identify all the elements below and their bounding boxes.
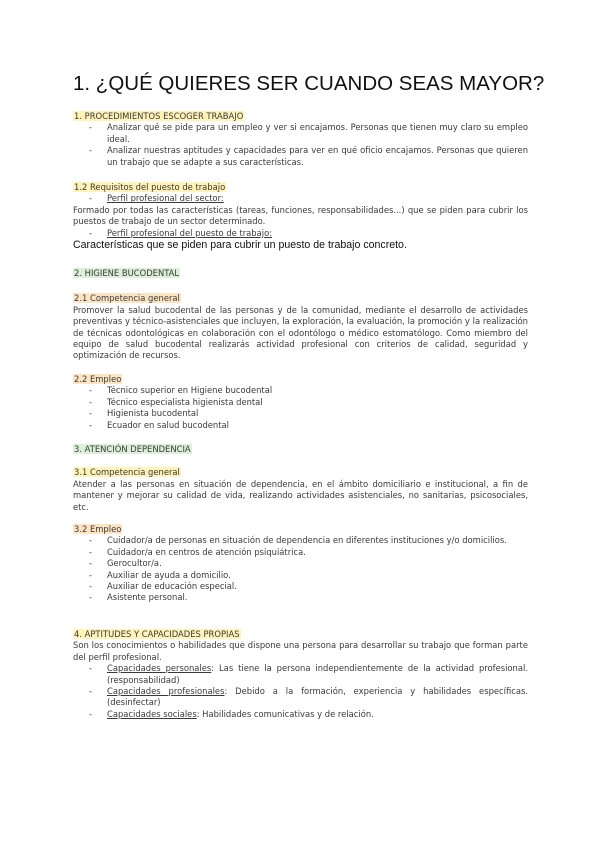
term: Capacidades personales — [107, 663, 212, 674]
list-item: - Técnico superior en Higiene bucodental — [107, 385, 528, 396]
paragraph: Atender a las personas en situación de dependencia, en el ámbito domiciliario e institucional, a fin de mantener y mejorar su calidad de vida, realizando actividades asistenciales, no sanitarias, psicosociales, etc. — [73, 478, 528, 512]
subsection-heading: 2.1 Competencia general — [74, 293, 180, 304]
emphasis-text: Características que se piden para cubrir un puesto de trabajo concreto. — [73, 239, 407, 252]
term: Perfil profesional del sector: — [107, 193, 224, 204]
section-heading: 2. HIGIENE BUCODENTAL — [74, 268, 180, 278]
list-item: - Cuidador/a de personas en situación de dependencia en diferentes instituciones y/o domicilios. — [107, 535, 528, 546]
definition: : Las tiene la persona independientemente de la actividad profesional. (responsabilidad) — [107, 663, 528, 685]
section-requisitos — [73, 182, 528, 252]
list-item: - Higienista bucodental — [107, 408, 528, 419]
section-dependencia-empleo — [73, 524, 528, 604]
term: Capacidades sociales — [107, 708, 197, 719]
subsection-heading: 3.2 Empleo — [74, 524, 122, 534]
list-item — [107, 686, 528, 709]
subsection-heading: 3.1 Competencia general — [74, 467, 180, 478]
list-item: - Analizar nuestras aptitudes y capacidades para ver en qué oficio encajamos. Personas que quieren un trabajo que se adapte a sus características. — [107, 145, 528, 168]
section-heading: 1. PROCEDIMIENTOS ESCOGER TRABAJO — [74, 111, 244, 121]
list-item: - Asistente personal. — [107, 592, 528, 603]
section-dependencia — [73, 444, 528, 513]
list-item — [107, 193, 528, 204]
list-item: - Auxiliar de educación especial. — [107, 581, 528, 592]
subsection-heading: 1.2 Requisitos del puesto de trabajo — [74, 182, 226, 192]
section-aptitudes — [73, 629, 528, 720]
list — [73, 122, 528, 168]
section-heading: 3. ATENCIÓN DEPENDENCIA — [74, 444, 191, 454]
section-higiene-empleo — [73, 374, 528, 431]
list-item — [107, 663, 528, 686]
list-item: - Cuidador/a en centros de atención psiquiátrica. — [107, 547, 528, 558]
section-higiene — [73, 268, 528, 362]
list-item: - Técnico especialista higienista dental — [107, 397, 528, 408]
list-item: - Analizar qué se pide para un empleo y ver si encajamos. Personas que tienen muy claro su empleo ideal. — [107, 122, 528, 145]
list-item: - Ecuador en salud bucodental — [107, 420, 528, 431]
list-item — [107, 709, 528, 720]
paragraph: Promover la salud bucodental de las personas y de la comunidad, mediante el desarrollo de actividades preventivas y técnico-asistenciales que incluyen, la exploración, la evaluación, la promoción y la realización de técnicas odontológicas en colaboración con el odontólogo o médico estomatólogo. Como miembro del equipo de salud bucodental realizarás actividad profesional con criterios de calidad, seguridad y optimización de recursos. — [73, 304, 528, 361]
paragraph: Formado por todas las características (tareas, funciones, responsabilidades...) que se piden para cubrir los puestos de trabajo de un sector determinado. — [73, 204, 528, 227]
section-procedimientos — [73, 111, 528, 168]
term: Capacidades profesionales — [107, 686, 225, 697]
definition: : Habilidades comunicativas y de relación. — [196, 708, 374, 719]
section-heading: 4. APTITUDES Y CAPACIDADES PROPIAS — [74, 629, 240, 639]
term: Perfil profesional del puesto de trabajo: — [107, 227, 273, 238]
list — [73, 535, 528, 603]
list — [73, 385, 528, 431]
list — [73, 193, 528, 204]
definition: : Debido a la formación, experiencia y habilidades específicas. (desinfectar) — [107, 686, 529, 708]
page-title: 1. ¿QUÉ QUIERES SER CUANDO SEAS MAYOR? — [73, 72, 545, 95]
list — [73, 663, 528, 720]
list — [73, 228, 528, 239]
subsection-heading: 2.2 Empleo — [74, 374, 122, 384]
list-item: - Gerocultor/a. — [107, 558, 528, 569]
paragraph: Son los conocimientos o habilidades que dispone una persona para desarrollar su trabajo que forman parte del perfil profesional. — [73, 640, 528, 662]
list-item — [107, 228, 528, 239]
list-item: - Auxiliar de ayuda a domicilio. — [107, 570, 528, 581]
